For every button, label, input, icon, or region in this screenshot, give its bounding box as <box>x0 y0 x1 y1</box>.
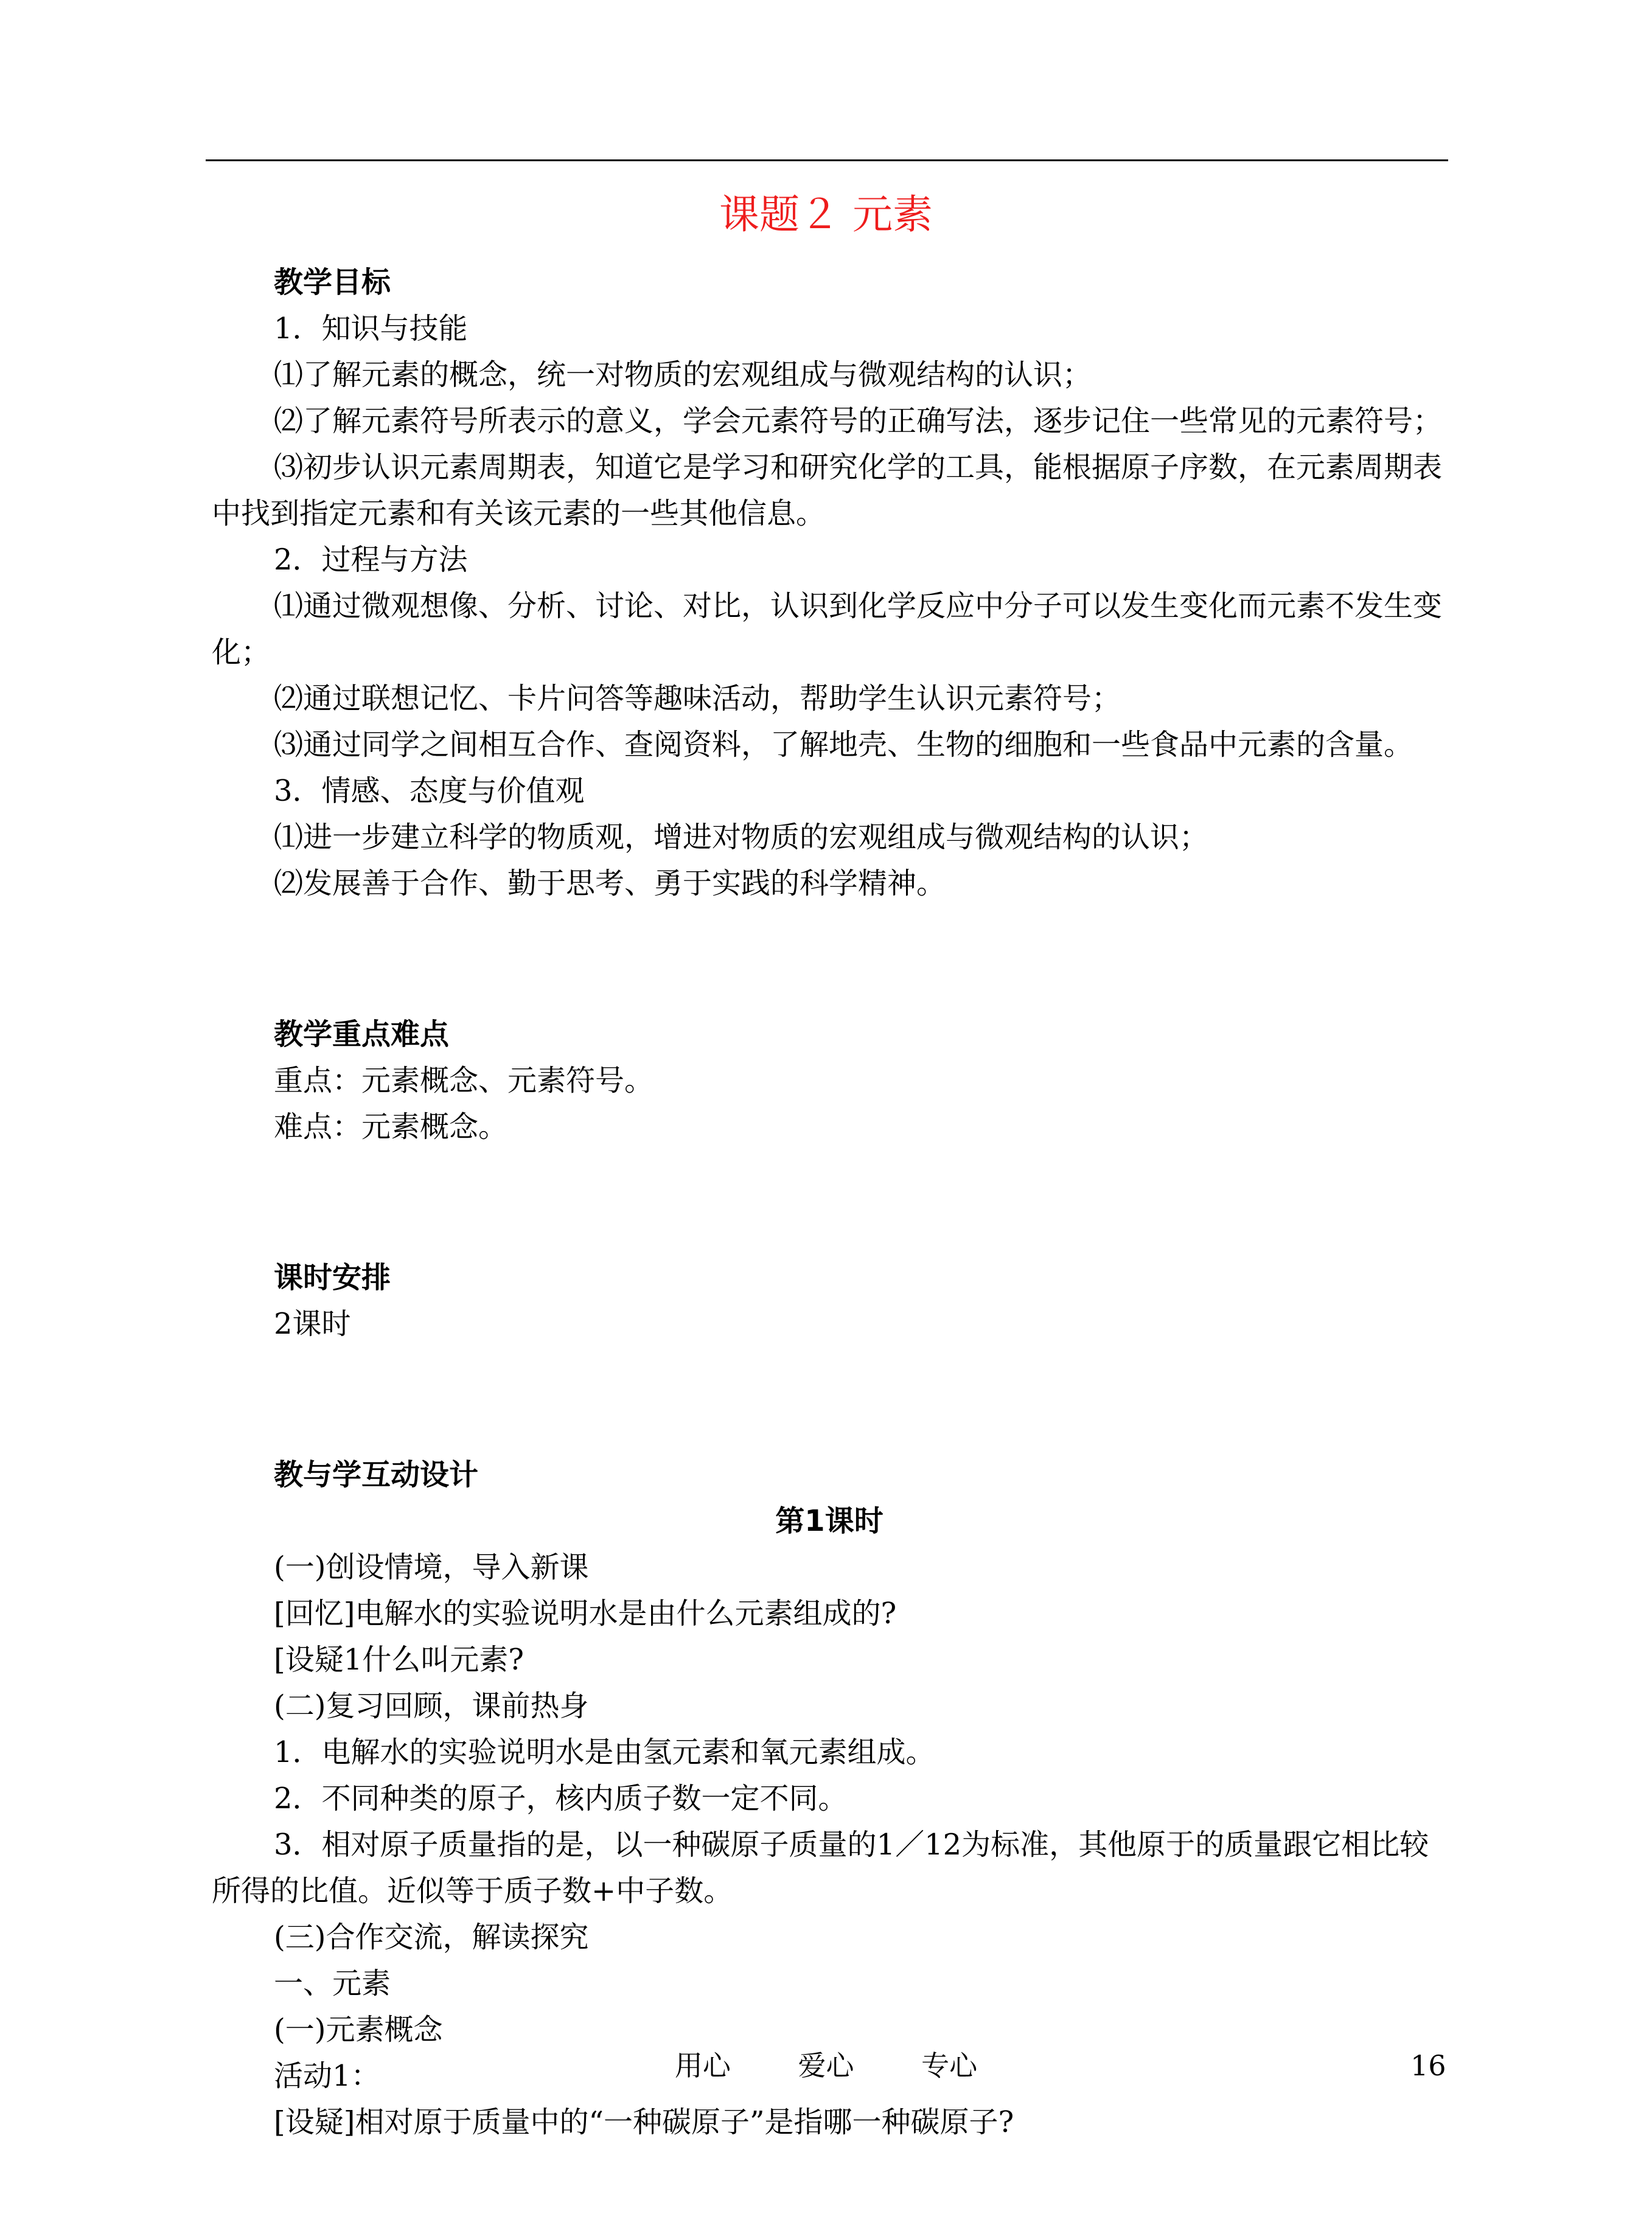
paragraph: ⑶初步认识元素周期表，知道它是学习和研究化学的工具，能根据原子序数，在元素周期表中找到指定元素和有关该元素的一些其他信息。 <box>212 450 1443 531</box>
paragraph: 3．相对原子质量指的是，以一种碳原子质量的1／12为标准，其他原于的质量跟它相比较所得的比值。近似等于质子数+中子数。 <box>212 1828 1429 1908</box>
paragraph: 3．情感、态度与价值观 <box>274 774 585 808</box>
section-heading: 第1课时 <box>775 1504 884 1538</box>
paragraph: ⑵通过联想记忆、卡片问答等趣味活动，帮助学生认识元素符号； <box>274 681 1121 716</box>
paragraph: (一)元素概念 <box>274 2013 443 2047</box>
paragraph: ⑵了解元素符号所表示的意义，学会元素符号的正确写法，逐步记住一些常见的元素符号； <box>274 404 1443 438</box>
header-rule <box>206 159 1448 161</box>
footer-motto-item: 爱心 <box>798 2049 854 2082</box>
paragraph: [回忆]电解水的实验说明水是由什么元素组成的? <box>274 1597 897 1631</box>
paragraph-list <box>212 259 1447 2145</box>
section-heading: 课时安排 <box>274 1261 391 1295</box>
paragraph: ⑴了解元素的概念，统一对物质的宏观组成与微观结构的认识； <box>274 358 1092 392</box>
paragraph: 2课时 <box>274 1307 351 1341</box>
paragraph: (二)复习回顾，课前热身 <box>274 1689 589 1723</box>
paragraph: 难点：元素概念。 <box>274 1110 508 1144</box>
paragraph: ⑵发展善于合作、勤于思考、勇于实践的科学精神。 <box>274 866 946 900</box>
paragraph-spacer <box>212 936 1447 982</box>
paragraph: (三)合作交流，解读探究 <box>274 1920 589 1954</box>
page-number: 16 <box>1410 2049 1446 2082</box>
paragraph: [设疑]相对原于质量中的“一种碳原子”是指哪一种碳原子? <box>274 2105 1014 2139</box>
paragraph: [设疑1什么叫元素? <box>274 1643 525 1677</box>
paragraph: 1．知识与技能 <box>274 312 468 346</box>
paragraph-spacer <box>212 1376 1447 1422</box>
paragraph: 重点：元素概念、元素符号。 <box>274 1064 654 1098</box>
document-body <box>212 259 1447 2145</box>
footer-motto-item: 专心 <box>921 2049 978 2082</box>
section-heading: 教与学互动设计 <box>274 1458 479 1492</box>
footer-motto <box>0 2047 1652 2084</box>
page-title: 课题２ 元素 <box>719 191 933 238</box>
paragraph-spacer <box>212 1179 1447 1225</box>
section-heading: 教学重点难点 <box>274 1017 450 1051</box>
paragraph: 活动1： <box>274 2059 380 2093</box>
paragraph: (一)创设情境，导入新课 <box>274 1550 589 1584</box>
paragraph: 1．电解水的实验说明水是由氢元素和氧元素组成。 <box>274 1735 935 1769</box>
paragraph: 2．过程与方法 <box>274 543 468 577</box>
paragraph: ⑶通过同学之间相互合作、查阅资料，了解地壳、生物的细胞和一些食品中元素的含量。 <box>274 728 1413 762</box>
section-heading: 教学目标 <box>274 265 391 299</box>
footer-motto-item: 用心 <box>674 2049 731 2082</box>
paragraph: 2．不同种类的原子，核内质子数一定不同。 <box>274 1781 848 1816</box>
paragraph: 一、元素 <box>274 1966 391 2000</box>
paragraph: ⑴进一步建立科学的物质观，增进对物质的宏观组成与微观结构的认识； <box>274 820 1209 854</box>
paragraph: ⑴通过微观想像、分析、讨论、对比，认识到化学反应中分子可以发生变化而元素不发生变化； <box>212 589 1443 669</box>
